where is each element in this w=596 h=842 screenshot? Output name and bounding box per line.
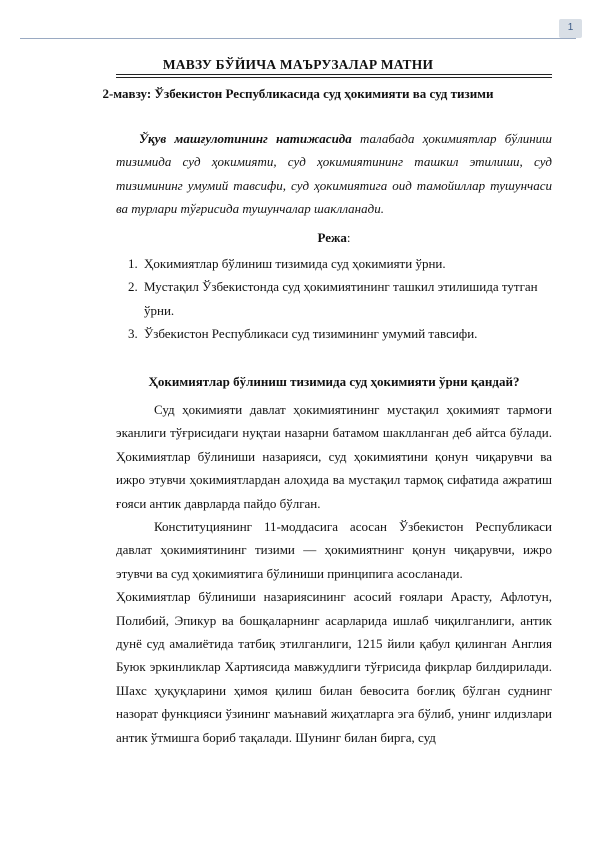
- plan-item-number: 1.: [128, 256, 138, 271]
- plan-item-text: Ўзбекистон Республикаси суд тизимининг умумий тавсифи.: [144, 326, 478, 342]
- plan-item: [128, 252, 548, 275]
- plan-item-number: 3.: [128, 326, 138, 342]
- body-paragraph: Суд ҳокимияти давлат ҳокимиятининг мустақил ҳокимият тармоғи эканлиги тўғрисидаги нуқтаи назарни батамом шаклланган деб айтса бўлади. Ҳокимиятлар бўлиниши назарияси, суд ҳокимиятини қонун чиқарувчи ва ижро этувчи ҳокимиятлардан алоҳида ва мустақил тармоқ сифатида ажратиш ғояси антик даврларда пайдо бўлган.: [116, 402, 552, 511]
- section-body: [116, 398, 552, 749]
- topic-title: 2-мавзу: Ўзбекистон Республикасида суд ҳокимияти ва суд тизими: [102, 86, 494, 101]
- body-paragraph: Ҳокимиятлар бўлиниши назариясининг асосий ғоялари Арасту, Афлотун, Полибий, Эпикур ва бошқаларнинг асарларида ишлаб чиқилганлиги, антик дунё суд амалиётида татбиқ этилганлиги, 1215 йили қабул қилинган Англия Буюк эркинликлар Хартиясида мавжудлиги тўғрисида фикрлар билдирилади. Шахс ҳуқуқларини ҳимоя қилиш билан бевосита боғлиқ бўлган суднинг назорат функцияси ўзининг маънавий жиҳатларга эга бўлиб, унинг илдизлари антик ўтмишга бориб тақалади. Шунинг билан бирга, суд: [116, 589, 552, 745]
- plan-item: [128, 322, 548, 345]
- plan-item: [128, 275, 548, 322]
- plan-heading: [0, 230, 596, 246]
- page-number: 1: [567, 22, 574, 33]
- document-header-title: МАВЗУ БЎЙИЧА МАЪРУЗАЛАР МАТНИ: [162, 57, 434, 72]
- body-paragraph: Конституциянинг 11-моддасига асосан Ўзбекистон Республикаси давлат ҳокимиятининг тизими — ҳокимиятнинг қонун чиқарувчи, ижро этувчи ва суд ҳокимиятига бўлиниши принципига асосланади.: [116, 519, 552, 581]
- plan-heading-label: Режа: [317, 230, 347, 245]
- page-number-badge: [559, 19, 582, 38]
- plan-item-text: Ҳокимиятлар бўлиниш тизимида суд ҳокимияти ўрни.: [144, 256, 446, 271]
- learning-outcome-paragraph: [116, 127, 552, 221]
- plan-list: [128, 252, 548, 346]
- plan-item-number: 2.: [128, 279, 138, 295]
- learning-outcome-text: талабада ҳокимиятлар бўлиниш тизимида суд ҳокимияти, суд ҳокимиятининг ташкил этилиши, суд тизимининг умумий тавсифи, суд ҳокимиятига оид тамойиллар тушунчаси ва турлари тўғрисида тушунчалар шаклланади.: [116, 131, 552, 217]
- header-underline-thin: [116, 77, 552, 78]
- section-heading: Ҳокимиятлар бўлиниш тизимида суд ҳокимияти ўрни қандай?: [148, 374, 520, 389]
- plan-item-text: Мустақил Ўзбекистонда суд ҳокимиятининг ташкил этилишида тутган ўрни.: [144, 279, 538, 318]
- header-underline: [116, 74, 552, 75]
- learning-outcome-lead: Ўқув машғулотининг натижасида: [139, 131, 352, 146]
- header-top-rule: [20, 38, 576, 39]
- plan-heading-colon: :: [346, 230, 351, 245]
